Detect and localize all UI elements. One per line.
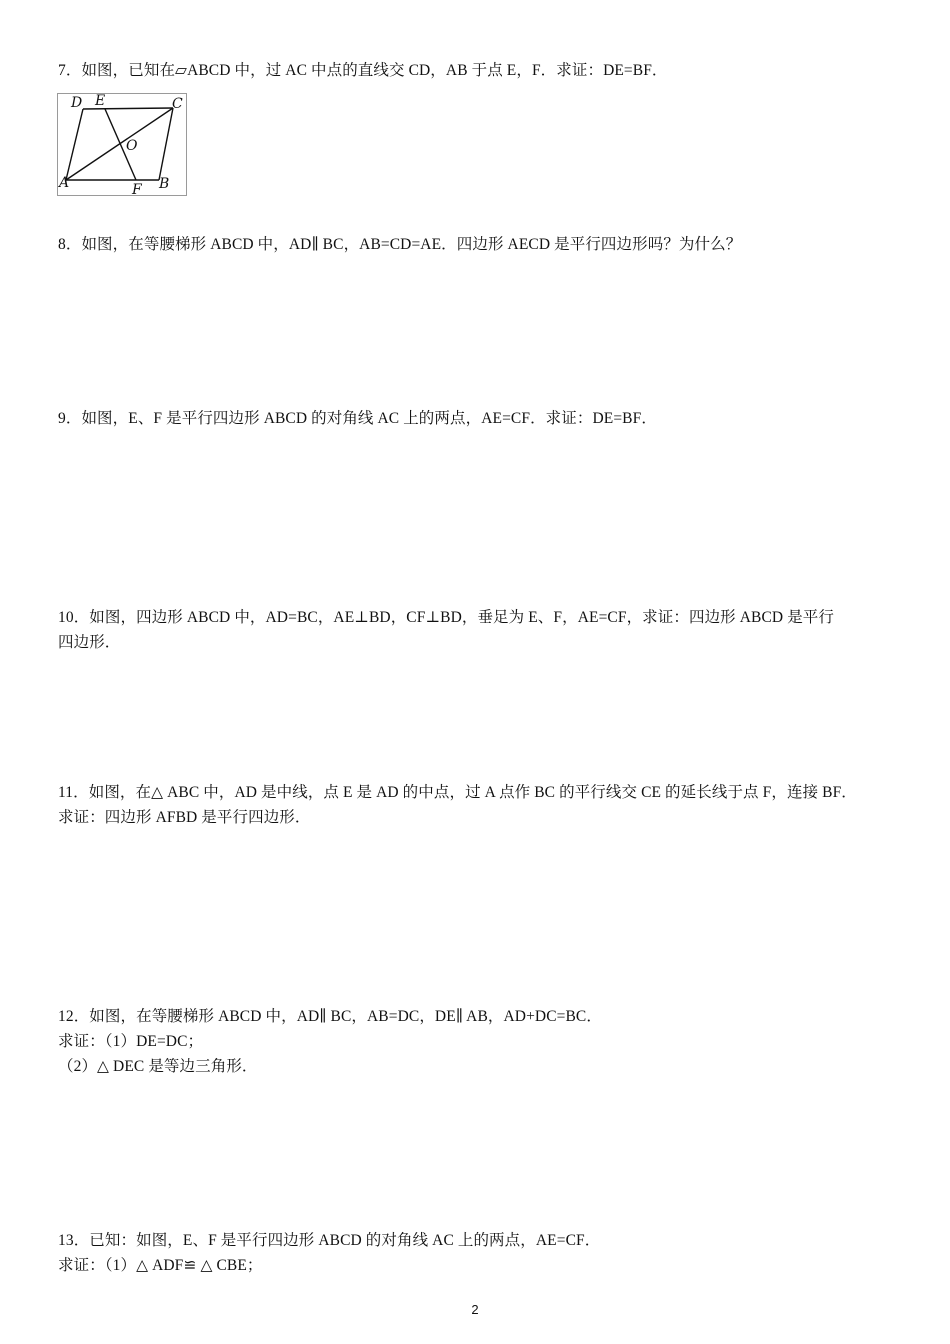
label-e: E: [95, 94, 106, 109]
parallelogram-diagram: [58, 94, 186, 195]
problem-12-text-line2: 求证：（1）DE=DC；: [58, 1033, 204, 1050]
problem-11-text-line2: 求证：四边形 AFBD 是平行四边形．: [58, 809, 311, 826]
edge-cb: [159, 108, 173, 180]
problem-10-text-line1: 10．如图，四边形 ABCD 中，AD=BC，AE⊥BD，CF⊥BD，垂足为 E、F，AE=CF，求证：四边形 ABCD 是平行: [58, 609, 834, 626]
diagonal-ac: [66, 108, 173, 180]
problem-10-text-line2: 四边形．: [58, 634, 121, 651]
label-o: O: [126, 138, 138, 154]
label-a: A: [59, 175, 70, 191]
problem-9-text: 9．如图，E、F 是平行四边形 ABCD 的对角线 AC 上的两点，AE=CF．求证：DE=BF．: [58, 410, 657, 427]
problem-8-text: 8．如图，在等腰梯形 ABCD 中，AD∥ BC，AB=CD=AE．四边形 AECD 是平行四边形吗？为什么？: [58, 236, 742, 253]
label-f: F: [132, 182, 142, 195]
problem-12-text-line1: 12．如图，在等腰梯形 ABCD 中，AD∥ BC，AB=DC，DE∥ AB，AD+DC=BC．: [58, 1008, 602, 1025]
edge-ad: [66, 109, 83, 180]
problem-13-text-line2: 求证：（1）△ ADF≌ △ CBE；: [58, 1257, 263, 1274]
page-number: 2: [471, 1302, 479, 1317]
problem-12-text-line3: （2）△ DEC 是等边三角形．: [58, 1058, 258, 1075]
problem-13-text-line1: 13．已知：如图，E、F 是平行四边形 ABCD 的对角线 AC 上的两点，AE=CF．: [58, 1232, 601, 1249]
label-b: B: [159, 176, 170, 192]
label-c: C: [172, 96, 183, 112]
problem-11-text-line1: 11．如图，在△ ABC 中，AD 是中线，点 E 是 AD 的中点，过 A 点作 BC 的平行线交 CE 的延长线于点 F，连接 BF．: [58, 784, 857, 801]
problem-7-text: 7．如图，已知在▱ABCD 中，过 AC 中点的直线交 CD，AB 于点 E，F．求证：DE=BF．: [58, 62, 668, 79]
parallelogram-figure: [57, 93, 187, 196]
label-d: D: [71, 95, 83, 111]
